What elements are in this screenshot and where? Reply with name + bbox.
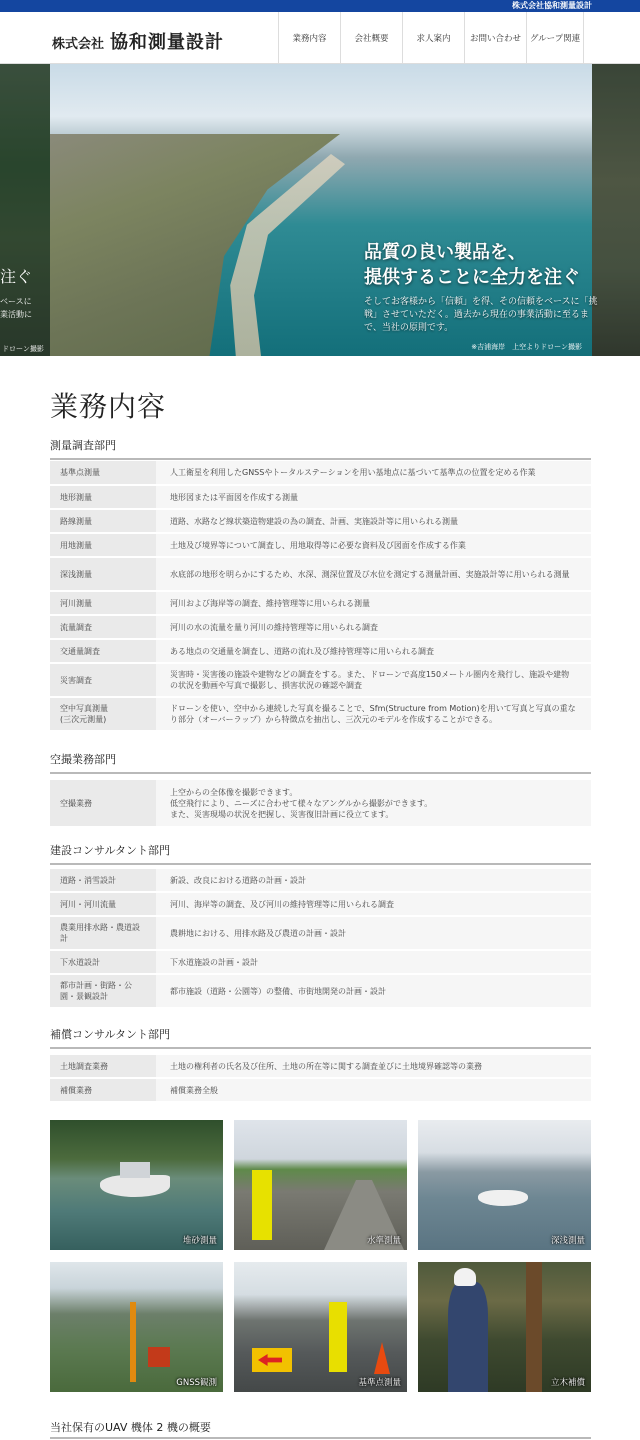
nav-company[interactable]: 会社概要 <box>340 12 402 64</box>
photo-label: 立木補償 <box>550 1378 585 1388</box>
photo-label: 基準点測量 <box>358 1378 401 1388</box>
row-key: 土地調査業務 <box>50 1055 156 1077</box>
row-key: 道路・消雪設計 <box>50 869 156 891</box>
section-survey-title: 測量調査部門 <box>50 437 591 460</box>
header <box>0 12 640 64</box>
row-value: 上空からの全体像を撮影できます。 低空飛行により、ニーズに合わせて様々なアングルから撮影ができます。 また、災害現場の状況を把握し、災害復旧計画に役立てます。 <box>156 780 591 826</box>
section-compensation-title: 補償コンサルタント部門 <box>50 1026 591 1049</box>
row-key: 基準点測量 <box>50 461 156 484</box>
logo-small: 株式会社 <box>52 37 105 52</box>
row-key: 地形測量 <box>50 486 156 508</box>
table-row <box>50 951 591 973</box>
photo-tree-compensation[interactable] <box>418 1262 591 1392</box>
row-key: 路線測量 <box>50 510 156 532</box>
photo-gnss-observation[interactable] <box>50 1262 223 1392</box>
row-value: 土地及び境界等について調査し、用地取得等に必要な資料及び図面を作成する作業 <box>156 534 591 556</box>
survey-table <box>50 459 591 732</box>
row-value: 都市施設（道路・公園等）の整備、市街地開発の計画・設計 <box>156 975 591 1007</box>
table-row <box>50 1055 591 1077</box>
row-value: 水底部の地形を明らかにするため、水深、測深位置及び水位を測定する測量計画、実施設計等に用いられる測量 <box>156 558 591 590</box>
main-nav <box>278 12 584 64</box>
page-title: 業務内容 <box>50 390 167 423</box>
row-key: 流量調査 <box>50 616 156 638</box>
row-key: 用地測量 <box>50 534 156 556</box>
nav-group[interactable]: グループ関連 <box>526 12 584 64</box>
side-text-1: 注ぐ <box>0 267 33 286</box>
row-value: 地形図または平面図を作成する測量 <box>156 486 591 508</box>
table-row <box>50 698 591 730</box>
section-construction-title: 建設コンサルタント部門 <box>50 842 591 865</box>
top-bar <box>0 0 640 12</box>
table-row <box>50 917 591 949</box>
table-row <box>50 592 591 614</box>
worker-shape <box>252 1170 272 1240</box>
hero-headline-1: 品質の良い製品を、 <box>364 242 526 263</box>
row-key: 下水道設計 <box>50 951 156 973</box>
row-key: 農業用排水路・農道設計 <box>50 917 156 949</box>
logo[interactable] <box>52 28 224 54</box>
row-value: 河川、海岸等の調査、及び河川の維持管理等に用いられる調査 <box>156 893 591 915</box>
section-aerial-title: 空撮業務部門 <box>50 751 591 774</box>
row-value: 河川の水の流量を量り河川の維持管理等に用いられる調査 <box>156 616 591 638</box>
row-value: 土地の権利者の氏名及び住所、土地の所在等に関する調査並びに土地境界確認等の業務 <box>156 1055 591 1077</box>
photo-sediment-survey[interactable] <box>50 1120 223 1250</box>
table-row <box>50 486 591 508</box>
hero-caption: ※吉浦海岸 上空よりドローン撮影 <box>471 343 582 351</box>
row-value: 災害時・災害後の施設や建物などの調査をする。また、ドローンで高度150メートル圏内を飛行し、施設や建物の状況を動画や写真で撮影し、損害状況の確認や調査 <box>156 664 591 696</box>
logo-big: 協和測量設計 <box>110 32 225 53</box>
row-value: 下水道施設の計画・設計 <box>156 951 591 973</box>
row-key: 河川測量 <box>50 592 156 614</box>
uav-section-title: 当社保有のUAV 機体 2 機の概要 <box>50 1421 211 1434</box>
hero-slider[interactable] <box>0 64 640 356</box>
side-caption: ドローン撮影 <box>2 345 44 353</box>
row-value: ある地点の交通量を調査し、道路の流れ及び維持管理等に用いられる調査 <box>156 640 591 662</box>
table-row <box>50 461 591 484</box>
aerial-table <box>50 778 591 828</box>
uav-section-rule <box>50 1437 591 1439</box>
photo-label: GNSS観測 <box>176 1378 217 1388</box>
nav-services[interactable]: 業務内容 <box>278 12 340 64</box>
row-key: 空撮業務 <box>50 780 156 826</box>
table-row <box>50 780 591 826</box>
table-row <box>50 869 591 891</box>
side-text-2: ベースに <box>0 297 32 306</box>
row-value: 農耕地における、用排水路及び農道の計画・設計 <box>156 917 591 949</box>
row-key: 深浅測量 <box>50 558 156 590</box>
side-text-3: 業活動に <box>0 310 32 319</box>
photo-gallery <box>50 1120 591 1392</box>
table-row <box>50 558 591 590</box>
row-key: 河川・河川流量 <box>50 893 156 915</box>
photo-depth-survey[interactable] <box>418 1120 591 1250</box>
table-row <box>50 893 591 915</box>
table-row <box>50 640 591 662</box>
hero-headline <box>364 240 580 290</box>
construction-table <box>50 867 591 1009</box>
row-value: 道路、水路など線状築造物建設の為の調査、計画、実施設計等に用いられる測量 <box>156 510 591 532</box>
nav-recruit[interactable]: 求人案内 <box>402 12 464 64</box>
row-value: 補償業務全般 <box>156 1079 591 1101</box>
row-value: 新設、改良における道路の計画・設計 <box>156 869 591 891</box>
table-row <box>50 616 591 638</box>
row-key: 都市計画・街路・公園・景観設計 <box>50 975 156 1007</box>
row-value: 河川および海岸等の調査、維持管理等に用いられる測量 <box>156 592 591 614</box>
nav-contact[interactable]: お問い合わせ <box>464 12 526 64</box>
table-row <box>50 510 591 532</box>
row-key: 補償業務 <box>50 1079 156 1101</box>
row-value: ドローンを使い、空中から連続した写真を撮ることで、Sfm(Structure from Motion)を用いて写真と写真の重なり部分（オーバーラップ）から特徴点を抽出し、三次元のモデルを作成することができる。 <box>156 698 591 730</box>
table-row <box>50 664 591 696</box>
row-key: 交通量調査 <box>50 640 156 662</box>
photo-leveling-survey[interactable] <box>234 1120 407 1250</box>
table-row <box>50 975 591 1007</box>
photo-label: 堆砂測量 <box>182 1236 217 1246</box>
boat-shape <box>100 1175 170 1197</box>
table-row <box>50 1079 591 1101</box>
compensation-table <box>50 1053 591 1103</box>
row-key: 災害調査 <box>50 664 156 696</box>
hero-headline-2: 提供することに全力を注ぐ <box>364 267 580 288</box>
photo-label: 深浅測量 <box>550 1236 585 1246</box>
topbar-company: 株式会社協和測量設計 <box>512 1 592 10</box>
table-row <box>50 534 591 556</box>
row-value: 人工衛星を利用したGNSSやトータルステーションを用い基地点に基づいて基準点の位置を定める作業 <box>156 461 591 484</box>
hero-text: そしてお客様から「信頼」を得、その信頼をベースに「挑戦」させていただく。過去から現在の事業活動に至るまで、当社の原則です。 <box>364 297 598 333</box>
photo-label: 水準測量 <box>366 1236 401 1246</box>
row-key: 空中写真測量 (三次元測量) <box>50 698 156 730</box>
photo-control-point-survey[interactable] <box>234 1262 407 1392</box>
